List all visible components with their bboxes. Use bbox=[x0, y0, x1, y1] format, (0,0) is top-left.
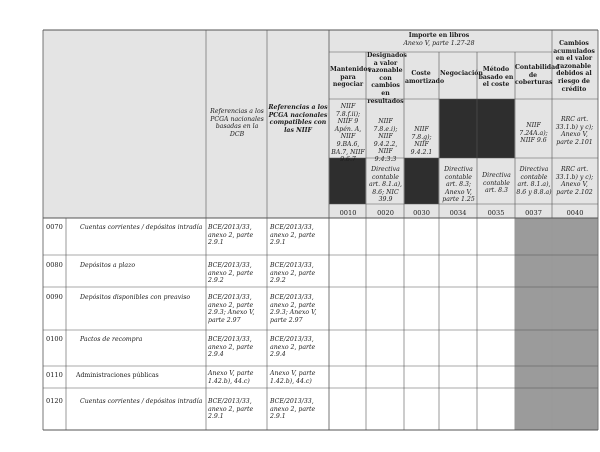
group-title: Importe en libros bbox=[408, 32, 470, 39]
col-title-0035: Método basado en el coste bbox=[478, 66, 514, 89]
row-ref-niif-0110: Anexo V, parte 1.42.b), 44.c) bbox=[270, 370, 316, 385]
row-ref-niif-0090: BCE/2013/33, anexo 2, parte 2.9.3; Anexo V, parte 2.97 bbox=[270, 294, 317, 324]
row-ref-dcb-0080: BCE/2013/33, anexo 2, parte 2.9.2 bbox=[208, 262, 254, 285]
row-code-0070: 0070 bbox=[46, 223, 63, 231]
niif-ref-0040: RRC art. 33.1.b) y c); Anexo V, parte 2.101 bbox=[555, 116, 594, 146]
dcb-ref-0020: Directiva contable art. 8.1.a), 8.6; NIC 39.9 bbox=[369, 166, 402, 204]
col-code-0040: 0040 bbox=[566, 209, 584, 217]
col-title-0010: Mantenidos para negociar bbox=[330, 66, 371, 89]
row-ref-dcb-0110: Anexo V, parte 1.42.b), 44.c) bbox=[208, 370, 254, 385]
col-title-0037: Contabilidad de coberturas bbox=[515, 64, 560, 87]
row-code-0120: 0120 bbox=[46, 397, 63, 405]
grey-col-0037 bbox=[516, 218, 552, 430]
ref-dcb-header: Referencias a los PCGA nacionales basadas en la DCB bbox=[210, 108, 264, 138]
grey-col-0040 bbox=[553, 218, 598, 430]
row-ref-dcb-0120: BCE/2013/33, anexo 2, parte 2.9.1 bbox=[208, 398, 254, 421]
row-ref-dcb-0100: BCE/2013/33, anexo 2, parte 2.9.4 bbox=[208, 336, 254, 359]
row-code-0110: 0110 bbox=[46, 371, 63, 379]
row-code-0080: 0080 bbox=[46, 261, 63, 269]
row-ref-niif-0120: BCE/2013/33, anexo 2, parte 2.9.1 bbox=[270, 398, 316, 421]
dcb-ref-0040: RRC art. 33.1.b) y c); Anexo V, parte 2.102 bbox=[555, 166, 594, 196]
row-ref-dcb-0070: BCE/2013/33, anexo 2, parte 2.9.1 bbox=[208, 224, 254, 247]
row-label-0070: Cuentas corrientes / depósitos intradía bbox=[80, 224, 203, 231]
col-title-0020: Designados a valor razonable con cambios en resultados bbox=[367, 52, 407, 105]
col-code-0010: 0010 bbox=[339, 209, 357, 217]
niif-ref-0037: NIIF 7.24A.a); NIIF 9.6 bbox=[519, 122, 548, 145]
row-code-0090: 0090 bbox=[46, 293, 63, 301]
col-code-0030: 0030 bbox=[413, 209, 430, 217]
niif-ref-0030: NIIF 7.8.g); NIIF 9.4.2.1 bbox=[410, 126, 433, 156]
col-code-0034: 0034 bbox=[449, 209, 467, 217]
dcb-ref-0034: Directiva contable art. 8.3; Anexo V, parte 1.25 bbox=[442, 166, 475, 204]
group-ref: Anexo V, parte 1.27-28 bbox=[403, 40, 475, 47]
col-title-0034: Negociación bbox=[440, 70, 483, 77]
row-label-0080: Depósitos a plazo bbox=[80, 262, 136, 269]
row-ref-niif-0070: BCE/2013/33, anexo 2, parte 2.9.1 bbox=[270, 224, 316, 247]
dcb-ref-0035: Directiva contable art. 8.3 bbox=[482, 172, 511, 195]
col-title-0030: Coste amortizado bbox=[405, 70, 445, 85]
row-label-0110: Administraciones públicas bbox=[76, 372, 159, 379]
col-code-0037: 0037 bbox=[525, 209, 542, 217]
niif-ref-0020: NIIF 7.8.e.i); NIIF 9.4.2.2, NIIF 9.4.3.3 bbox=[373, 118, 398, 163]
row-label-0120: Cuentas corrientes / depósitos intradía bbox=[80, 398, 203, 405]
col-code-0020: 0020 bbox=[377, 209, 394, 217]
na-cell-0010-dcb bbox=[330, 158, 366, 204]
cumulative-header: Cambios acumulados en el valor razonable debidos al riesgo de crédito bbox=[553, 40, 595, 93]
row-ref-dcb-0090: BCE/2013/33, anexo 2, parte 2.9.3; Anexo V, parte 2.97 bbox=[208, 294, 255, 324]
dcb-ref-0037: Directiva contable art. 8.1.a), 8.6 y 8.8.a) bbox=[516, 166, 552, 196]
row-label-0090: Depósitos disponibles con preaviso bbox=[80, 294, 191, 301]
row-label-0100: Pactos de recompra bbox=[80, 336, 143, 343]
ref-niif-header: Referencias a los PCGA nacionales compatibles con las NIIF bbox=[268, 104, 328, 134]
row-ref-niif-0080: BCE/2013/33, anexo 2, parte 2.9.2 bbox=[270, 262, 316, 285]
niif-ref-0010: NIIF 7.8.f.ii); NIIF 9 Apén. A, NIIF 9.BA.6, BA.7, NIIF 9.6.7 bbox=[331, 103, 365, 164]
col-code-0035: 0035 bbox=[487, 209, 505, 217]
na-cell-0030-dcb bbox=[405, 158, 439, 204]
row-ref-niif-0100: BCE/2013/33, anexo 2, parte 2.9.4 bbox=[270, 336, 316, 359]
row-code-0100: 0100 bbox=[46, 335, 63, 343]
